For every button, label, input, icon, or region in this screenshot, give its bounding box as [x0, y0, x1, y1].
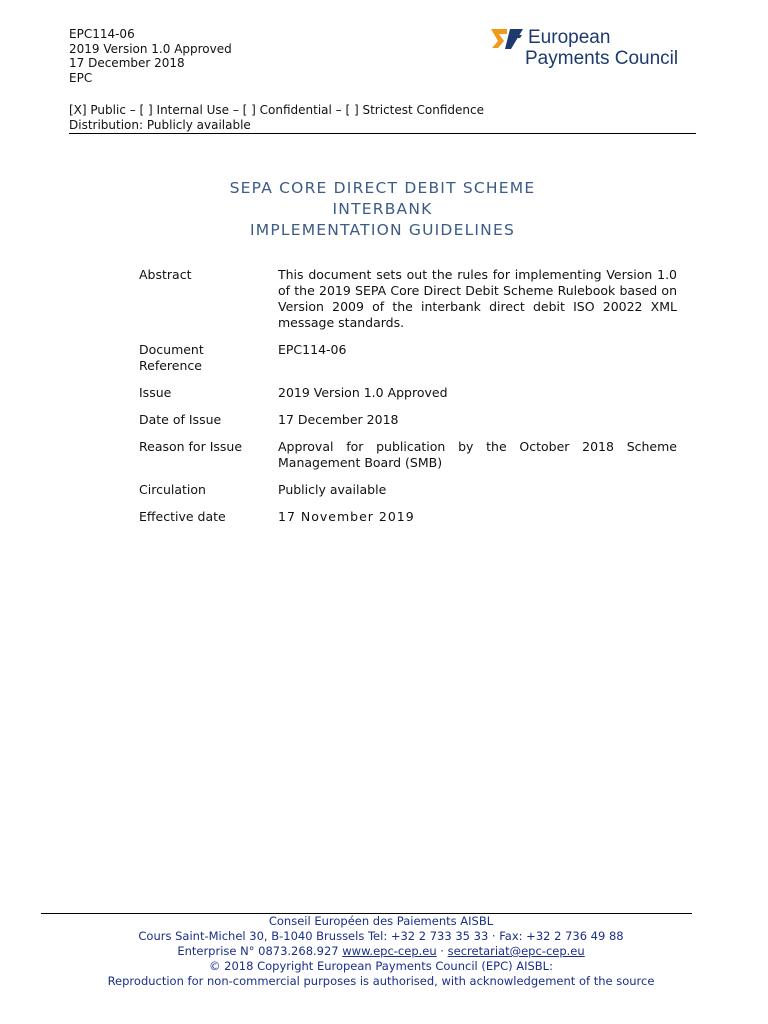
date-of-issue-label: Date of Issue	[139, 412, 222, 427]
header-version: 2019 Version 1.0 Approved	[69, 41, 232, 56]
circulation-label: Circulation	[139, 482, 206, 497]
meta-row-issue	[139, 385, 677, 401]
classification-level: [X] Public – [ ] Internal Use – [ ] Confidential – [ ] Strictest Confidence	[69, 103, 484, 117]
page-footer	[41, 914, 721, 989]
footer-org-name: Conseil Européen des Paiements AISBL	[268, 914, 494, 928]
footer-address: Cours Saint-Michel 30, B-1040 Brussels Tel: +32 2 733 35 33 · Fax: +32 2 736 49 88	[138, 929, 624, 943]
header-org: EPC	[69, 70, 93, 85]
document-metadata-table	[139, 267, 677, 536]
meta-row-abstract	[139, 267, 677, 331]
title-line-3: IMPLEMENTATION GUIDELINES	[250, 221, 515, 239]
document-header-info	[69, 27, 232, 85]
document-reference-label	[139, 342, 278, 374]
reason-for-issue-label: Reason for Issue	[139, 439, 243, 454]
effective-date-value: 17 November 2019	[278, 509, 415, 524]
classification-block	[69, 103, 484, 132]
reason-for-issue-value: Approval for publication by the October 2018 Scheme Management Board (SMB)	[278, 439, 677, 470]
meta-row-circulation	[139, 482, 677, 498]
document-reference-value: EPC114-06	[278, 342, 347, 357]
document-title	[69, 178, 696, 241]
epc-logo	[489, 27, 699, 93]
header-divider	[69, 133, 696, 134]
distribution-line: Distribution: Publicly available	[69, 117, 251, 132]
issue-label: Issue	[139, 385, 172, 400]
effective-date-label: Effective date	[139, 509, 226, 524]
title-line-2: INTERBANK	[332, 200, 433, 218]
date-of-issue-value: 17 December 2018	[278, 412, 399, 427]
meta-row-date-of-issue	[139, 412, 677, 428]
document-reference-label-line-2: Reference	[139, 358, 202, 373]
footer-email-link[interactable]: secretariat@epc-cep.eu	[447, 944, 585, 958]
logo-line-payments-council: Payments Council	[525, 48, 679, 69]
footer-reproduction-notice: Reproduction for non-commercial purposes is authorised, with acknowledgement of the source	[107, 974, 655, 988]
epc-star-icon	[489, 27, 525, 63]
issue-value: 2019 Version 1.0 Approved	[278, 385, 448, 400]
header-doc-ref: EPC114-06	[69, 27, 135, 41]
document-reference-label-line-1: Document	[139, 342, 204, 357]
title-line-1: SEPA CORE DIRECT DEBIT SCHEME	[229, 179, 536, 197]
footer-enterprise-number: Enterprise N° 0873.268.927	[177, 944, 343, 958]
footer-copyright: © 2018 Copyright European Payments Council (EPC) AISBL:	[209, 959, 553, 973]
logo-wordmark	[525, 27, 678, 69]
footer-separator: ·	[436, 944, 448, 958]
abstract-value: This document sets out the rules for implementing Version 1.0 of the 2019 SEPA Core Direct Debit Scheme Rulebook based on Version 2009 of the interbank direct debit ISO 20022 XML message standards.	[278, 267, 677, 330]
meta-row-reason-for-issue	[139, 439, 677, 471]
circulation-value: Publicly available	[278, 482, 387, 497]
footer-enterprise-line	[41, 944, 721, 959]
meta-row-document-reference	[139, 342, 677, 374]
header-date: 17 December 2018	[69, 56, 185, 70]
meta-row-effective-date	[139, 509, 677, 525]
footer-website-link[interactable]: www.epc-cep.eu	[342, 944, 437, 958]
abstract-label: Abstract	[139, 267, 192, 282]
logo-line-european: European	[528, 27, 611, 48]
